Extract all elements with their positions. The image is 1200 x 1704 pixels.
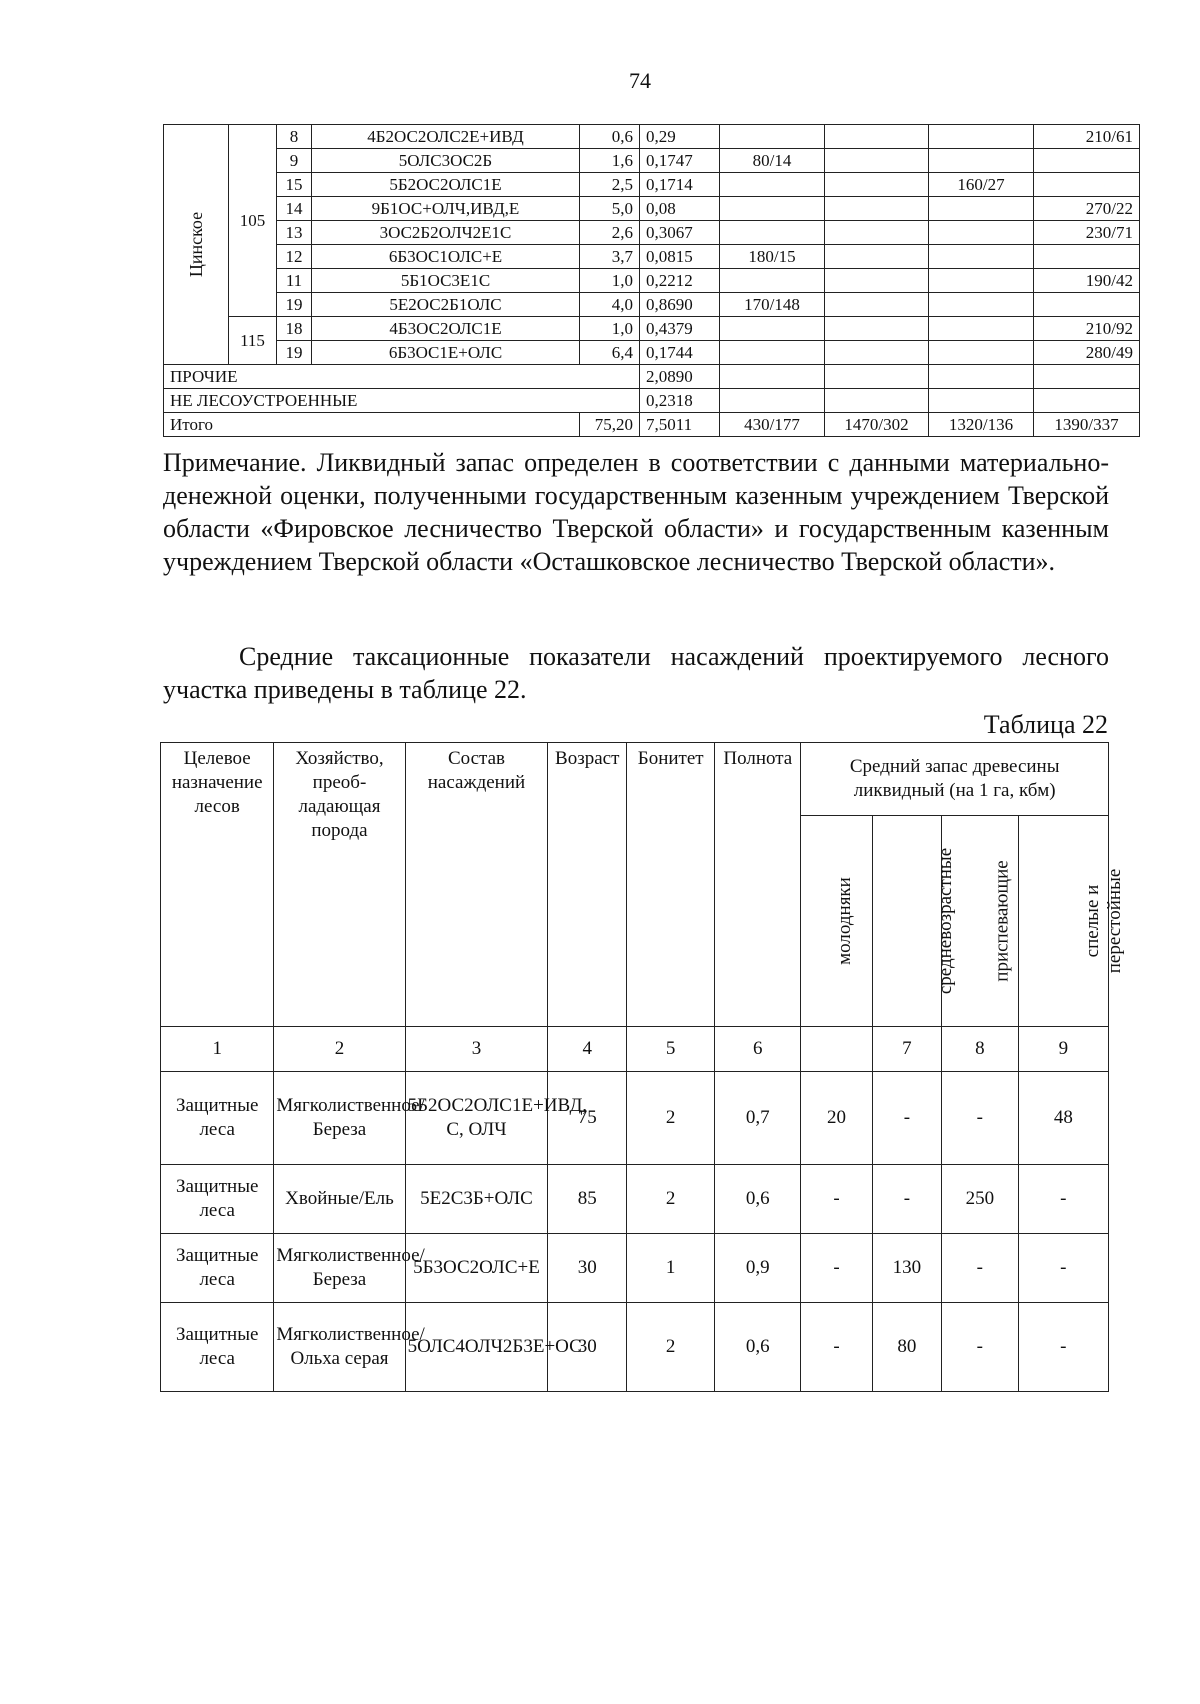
density-cell: 0,6 xyxy=(715,1303,801,1392)
vydel-cell: 19 xyxy=(277,293,312,317)
column-number: 4 xyxy=(548,1027,627,1072)
vydel-cell: 13 xyxy=(277,221,312,245)
age-group-cell-4: 230/71 xyxy=(1034,221,1140,245)
young-cell: - xyxy=(801,1303,872,1392)
column-number: 2 xyxy=(274,1027,405,1072)
stock-cell: 0,4379 xyxy=(640,317,720,341)
age-cell: 85 xyxy=(548,1165,627,1234)
mature-cell: 48 xyxy=(1018,1072,1108,1165)
header-density: Полнота xyxy=(715,743,801,1027)
middle-cell: 130 xyxy=(872,1234,941,1303)
composition-cell: 5Е2С3Б+ОЛС xyxy=(405,1165,548,1234)
age-group-cell-1: 170/148 xyxy=(720,293,825,317)
composition-cell: 4Б3ОС2ОЛС1Е xyxy=(312,317,580,341)
stock-cell: 0,29 xyxy=(640,125,720,149)
kvartal-cell: 105 xyxy=(229,125,277,317)
age-group-cell-2: 1470/302 xyxy=(825,413,929,437)
table-row xyxy=(161,1072,1109,1165)
column-number: 7 xyxy=(872,1027,941,1072)
composition-cell: 5Б3ОС2ОЛС+Е xyxy=(405,1234,548,1303)
age-group-cell-1 xyxy=(720,197,825,221)
composition-cell: 6Б3ОС1Е+ОЛС xyxy=(312,341,580,365)
stock-cell: 7,5011 xyxy=(640,413,720,437)
bonitet-cell: 2 xyxy=(627,1072,715,1165)
prochie-row-label: ПРОЧИЕ xyxy=(164,365,640,389)
mature-cell: - xyxy=(1018,1165,1108,1234)
area-cell: 1,0 xyxy=(580,317,640,341)
prochie-row xyxy=(164,365,1140,389)
age-group-cell-2 xyxy=(825,149,929,173)
age-group-cell-2 xyxy=(825,245,929,269)
age-group-cell-1 xyxy=(720,317,825,341)
column-numbers-row xyxy=(161,1027,1109,1072)
age-group-cell-1: 80/14 xyxy=(720,149,825,173)
table-row xyxy=(161,1303,1109,1392)
density-cell: 0,7 xyxy=(715,1072,801,1165)
stock-cell: 0,2318 xyxy=(640,389,720,413)
economy-cell: Мягколиственное/Береза xyxy=(274,1234,405,1303)
stock-cell: 2,0890 xyxy=(640,365,720,389)
column-number: 6 xyxy=(715,1027,801,1072)
area-cell: 1,6 xyxy=(580,149,640,173)
group-label-cell xyxy=(164,125,229,365)
stock-cell: 0,08 xyxy=(640,197,720,221)
header-mature-label: спелые и перестойные xyxy=(1081,868,1125,973)
ripening-cell: - xyxy=(942,1303,1019,1392)
header-mature xyxy=(1018,816,1125,1027)
age-group-cell-3 xyxy=(929,149,1034,173)
purpose-cell: Защитные леса xyxy=(161,1303,274,1392)
composition-cell: 5Б2ОС2ОЛС1Е+ИВД, С, ОЛЧ xyxy=(405,1072,548,1165)
ripening-cell: 250 xyxy=(942,1165,1019,1234)
header-middle-label: средневозрастные xyxy=(934,847,956,995)
table-row xyxy=(164,197,1140,221)
table-22 xyxy=(160,742,1125,1392)
total-label: Итого xyxy=(164,413,580,437)
area-cell: 5,0 xyxy=(580,197,640,221)
intro-paragraph: Средние таксационные показатели насаждений проектируемого лесного участка приведены в таблице 22. xyxy=(163,642,1109,704)
note-paragraph: Примечание. Ликвидный запас определен в соответствии с данными материально-денежной оценки, полученными государственным казенным учреждением Тверской области «Фировское лесничество Тверской области» и государственным казенным учреждением Тверской области «Осташковское лесничество Тверской области». xyxy=(163,448,1109,576)
age-group-cell-1: 430/177 xyxy=(720,413,825,437)
age-group-cell-4: 1390/337 xyxy=(1034,413,1140,437)
bonitet-cell: 2 xyxy=(627,1165,715,1234)
composition-cell: 5Б1ОС3Е1С xyxy=(312,269,580,293)
header-middle xyxy=(872,816,956,1027)
composition-cell: 5Б2ОС2ОЛС1Е xyxy=(312,173,580,197)
age-cell: 30 xyxy=(548,1234,627,1303)
age-group-cell-1 xyxy=(720,125,825,149)
mature-cell: - xyxy=(1018,1303,1108,1392)
age-group-cell-4: 280/49 xyxy=(1034,341,1140,365)
composition-cell: 5Е2ОС2Б1ОЛС xyxy=(312,293,580,317)
ne-les-row-label: НЕ ЛЕСОУСТРОЕННЫЕ xyxy=(164,389,640,413)
header-young xyxy=(801,816,872,1027)
table-row xyxy=(164,293,1140,317)
column-number: 8 xyxy=(942,1027,1019,1072)
vydel-cell: 19 xyxy=(277,341,312,365)
age-group-cell-2 xyxy=(825,125,929,149)
header-age: Возраст xyxy=(548,743,627,1027)
empty-cell xyxy=(1034,389,1140,413)
table-row xyxy=(164,341,1140,365)
empty-cell xyxy=(720,365,825,389)
column-number: 3 xyxy=(405,1027,548,1072)
forest-stock-table xyxy=(163,124,1140,437)
age-group-cell-4: 190/42 xyxy=(1034,269,1140,293)
stock-cell: 0,0815 xyxy=(640,245,720,269)
column-number: 1 xyxy=(161,1027,274,1072)
age-group-cell-3 xyxy=(929,293,1034,317)
empty-cell xyxy=(825,365,929,389)
table-row xyxy=(161,1234,1109,1303)
age-group-cell-3: 160/27 xyxy=(929,173,1034,197)
header-bonitet: Бонитет xyxy=(627,743,715,1027)
bonitet-cell: 2 xyxy=(627,1303,715,1392)
composition-cell: 5ОЛС3ОС2Б xyxy=(312,149,580,173)
ne-les-row xyxy=(164,389,1140,413)
young-cell: - xyxy=(801,1234,872,1303)
age-group-cell-4 xyxy=(1034,245,1140,269)
table-row xyxy=(164,245,1140,269)
age-group-cell-1 xyxy=(720,173,825,197)
empty-cell xyxy=(929,389,1034,413)
economy-cell: Мягколиственное/ Береза xyxy=(274,1072,405,1165)
table-row xyxy=(164,125,1140,149)
stock-cell: 0,1747 xyxy=(640,149,720,173)
age-group-cell-2 xyxy=(825,197,929,221)
mature-cell: - xyxy=(1018,1234,1108,1303)
area-cell: 2,6 xyxy=(580,221,640,245)
age-group-cell-2 xyxy=(825,317,929,341)
table-row xyxy=(164,173,1140,197)
composition-cell: 9Б1ОС+ОЛЧ,ИВД,Е xyxy=(312,197,580,221)
purpose-cell: Защитные леса xyxy=(161,1165,274,1234)
vydel-cell: 15 xyxy=(277,173,312,197)
age-group-cell-2 xyxy=(825,221,929,245)
ripening-cell: - xyxy=(942,1072,1019,1165)
composition-cell: 5ОЛС4ОЛЧ2Б3Е+ОС xyxy=(405,1303,548,1392)
column-number xyxy=(801,1027,872,1072)
area-cell: 6,4 xyxy=(580,341,640,365)
stock-cell: 0,3067 xyxy=(640,221,720,245)
group-label: Цинское xyxy=(186,211,207,278)
stock-cell: 0,1714 xyxy=(640,173,720,197)
age-group-cell-1 xyxy=(720,269,825,293)
vydel-cell: 14 xyxy=(277,197,312,221)
table-22-caption: Таблица 22 xyxy=(983,710,1108,739)
stock-cell: 0,8690 xyxy=(640,293,720,317)
area-cell: 3,7 xyxy=(580,245,640,269)
header-ripening-label: приспевающие xyxy=(991,860,1013,982)
middle-cell: 80 xyxy=(872,1303,941,1392)
vydel-cell: 18 xyxy=(277,317,312,341)
area-cell: 4,0 xyxy=(580,293,640,317)
young-cell: 20 xyxy=(801,1072,872,1165)
kvartal-cell: 115 xyxy=(229,317,277,365)
age-group-cell-3 xyxy=(929,269,1034,293)
age-group-cell-3: 1320/136 xyxy=(929,413,1034,437)
age-cell: 30 xyxy=(548,1303,627,1392)
age-group-cell-2 xyxy=(825,173,929,197)
header-purpose: Целевое назначение лесов xyxy=(161,743,274,1027)
empty-cell xyxy=(825,389,929,413)
age-group-cell-4: 270/22 xyxy=(1034,197,1140,221)
age-group-cell-3 xyxy=(929,125,1034,149)
area-cell: 2,5 xyxy=(580,173,640,197)
age-group-cell-2 xyxy=(825,341,929,365)
bonitet-cell: 1 xyxy=(627,1234,715,1303)
age-group-cell-1: 180/15 xyxy=(720,245,825,269)
age-group-cell-3 xyxy=(929,197,1034,221)
table-22-body xyxy=(161,1072,1109,1392)
empty-cell xyxy=(720,389,825,413)
age-group-cell-3 xyxy=(929,221,1034,245)
purpose-cell: Защитные леса xyxy=(161,1234,274,1303)
economy-cell: Мягколиственное/Ольха серая xyxy=(274,1303,405,1392)
column-number: 5 xyxy=(627,1027,715,1072)
table-row xyxy=(164,269,1140,293)
column-number: 9 xyxy=(1018,1027,1108,1072)
age-group-cell-4: 210/92 xyxy=(1034,317,1140,341)
age-group-cell-3 xyxy=(929,341,1034,365)
stock-cell: 0,2212 xyxy=(640,269,720,293)
stock-cell: 0,1744 xyxy=(640,341,720,365)
header-economy: Хозяйство, преоб-ладающая порода xyxy=(274,743,405,1027)
header-young-label: молодняки xyxy=(834,877,856,965)
age-cell: 75 xyxy=(548,1072,627,1165)
table-row xyxy=(161,1165,1109,1234)
ripening-cell: - xyxy=(942,1234,1019,1303)
young-cell: - xyxy=(801,1165,872,1234)
total-row xyxy=(164,413,1140,437)
composition-cell: 6Б3ОС1ОЛС+Е xyxy=(312,245,580,269)
vydel-cell: 11 xyxy=(277,269,312,293)
area-cell: 1,0 xyxy=(580,269,640,293)
purpose-cell: Защитные леса xyxy=(161,1072,274,1165)
header-stock: Средний запас древесины ликвидный (на 1 га, кбм) xyxy=(801,743,1109,816)
area-cell: 0,6 xyxy=(580,125,640,149)
middle-cell: - xyxy=(872,1165,941,1234)
age-group-cell-2 xyxy=(825,293,929,317)
age-group-cell-4 xyxy=(1034,293,1140,317)
table-row xyxy=(164,221,1140,245)
age-group-cell-1 xyxy=(720,341,825,365)
economy-cell: Хвойные/Ель xyxy=(274,1165,405,1234)
vydel-cell: 9 xyxy=(277,149,312,173)
vydel-cell: 12 xyxy=(277,245,312,269)
header-composition: Состав насаждений xyxy=(405,743,548,1027)
table-row xyxy=(164,317,1140,341)
density-cell: 0,6 xyxy=(715,1165,801,1234)
forest-stock-table-body xyxy=(164,125,1140,437)
age-group-cell-4: 210/61 xyxy=(1034,125,1140,149)
composition-cell: 4Б2ОС2ОЛС2Е+ИВД xyxy=(312,125,580,149)
page-number: 74 xyxy=(629,68,651,93)
composition-cell: 3ОС2Б2ОЛЧ2Е1С xyxy=(312,221,580,245)
density-cell: 0,9 xyxy=(715,1234,801,1303)
middle-cell: - xyxy=(872,1072,941,1165)
empty-cell xyxy=(1034,365,1140,389)
age-group-cell-3 xyxy=(929,245,1034,269)
age-group-cell-4 xyxy=(1034,149,1140,173)
empty-cell xyxy=(929,365,1034,389)
vydel-cell: 8 xyxy=(277,125,312,149)
age-group-cell-1 xyxy=(720,221,825,245)
age-group-cell-3 xyxy=(929,317,1034,341)
age-group-cell-2 xyxy=(825,269,929,293)
table-row xyxy=(164,149,1140,173)
area-cell: 75,20 xyxy=(580,413,640,437)
age-group-cell-4 xyxy=(1034,173,1140,197)
